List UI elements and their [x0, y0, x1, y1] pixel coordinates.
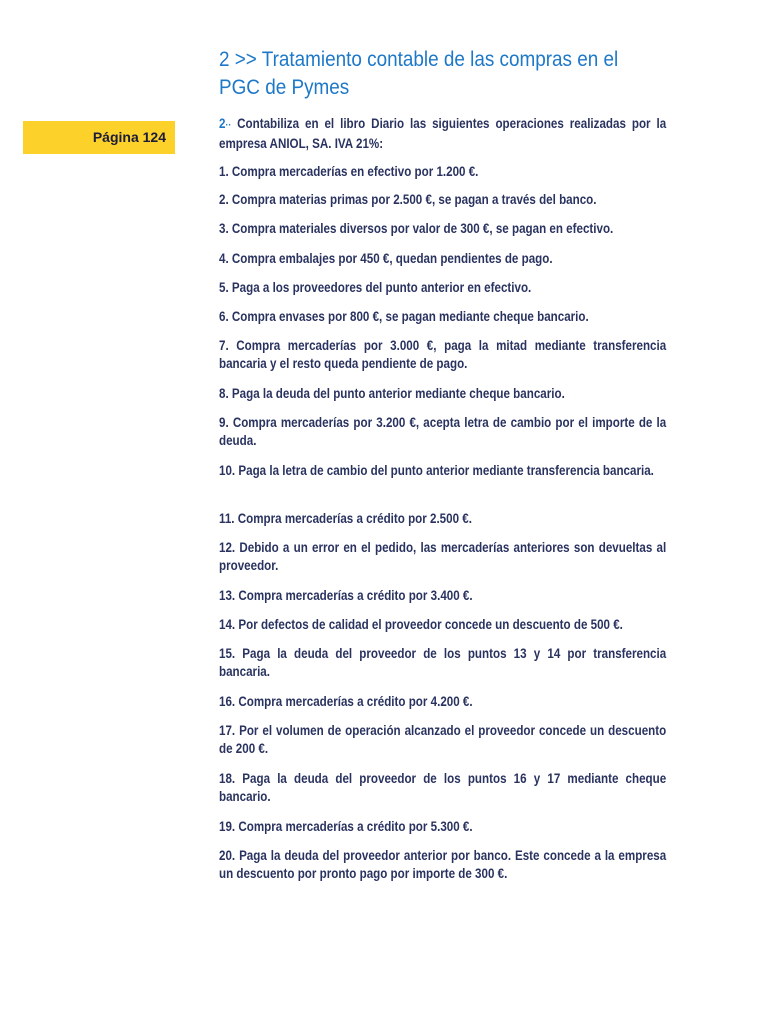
exercise-statement [219, 115, 666, 153]
list-item: 19. Compra mercaderías a crédito por 5.300 €. [219, 819, 473, 834]
list-item: 13. Compra mercaderías a crédito por 3.400 €. [219, 588, 473, 603]
list-item: 5. Paga a los proveedores del punto anterior en efectivo. [219, 280, 532, 295]
list-item: 16. Compra mercaderías a crédito por 4.200 €. [219, 694, 473, 709]
list-item: 6. Compra envases por 800 €, se pagan mediante cheque bancario. [219, 309, 589, 324]
list-item: 20. Paga la deuda del proveedor anterior por banco. Este concede a la empresa un descuento por pronto pago por importe de 300 €. [219, 848, 667, 881]
exercise-separator: ·· [225, 120, 232, 131]
list-item: 18. Paga la deuda del proveedor de los puntos 16 y 17 mediante cheque bancario. [219, 771, 667, 804]
list-item: 9. Compra mercaderías por 3.200 €, acepta letra de cambio por el importe de la deuda. [219, 415, 667, 448]
list-item: 3. Compra materiales diversos por valor de 300 €, se pagan en efectivo. [219, 221, 614, 236]
list-item: 7. Compra mercaderías por 3.000 €, paga la mitad mediante transferencia bancaria y el resto queda pendiente de pago. [219, 338, 667, 371]
list-item: 2. Compra materias primas por 2.500 €, se pagan a través del banco. [219, 192, 597, 207]
page-badge-label: Página 124 [92, 129, 166, 145]
exercise-number: 2 [219, 116, 226, 131]
list-item: 17. Por el volumen de operación alcanzado el proveedor concede un descuento de 200 €. [219, 723, 667, 756]
exercise-statement-text: Contabiliza en el libro Diario las siguientes operaciones realizadas por la empresa ANIOL, SA. IVA 21%: [219, 116, 667, 151]
list-item: 10. Paga la letra de cambio del punto anterior mediante transferencia bancaria. [219, 463, 654, 478]
list-item: 15. Paga la deuda del proveedor de los puntos 13 y 14 por transferencia bancaria. [219, 646, 667, 679]
page-badge [23, 121, 175, 154]
list-item: 12. Debido a un error en el pedido, las mercaderías anteriores son devueltas al proveedor. [219, 540, 667, 573]
list-item: 1. Compra mercaderías en efectivo por 1.200 €. [219, 164, 479, 179]
list-item: 11. Compra mercaderías a crédito por 2.500 €. [219, 511, 472, 526]
list-item: 4. Compra embalajes por 450 €, quedan pendientes de pago. [219, 251, 553, 266]
list-item: 14. Por defectos de calidad el proveedor concede un descuento de 500 €. [219, 617, 623, 632]
list-item: 8. Paga la deuda del punto anterior mediante cheque bancario. [219, 386, 565, 401]
section-title: 2 >> Tratamiento contable de las compras en el PGC de Pymes [219, 48, 619, 99]
